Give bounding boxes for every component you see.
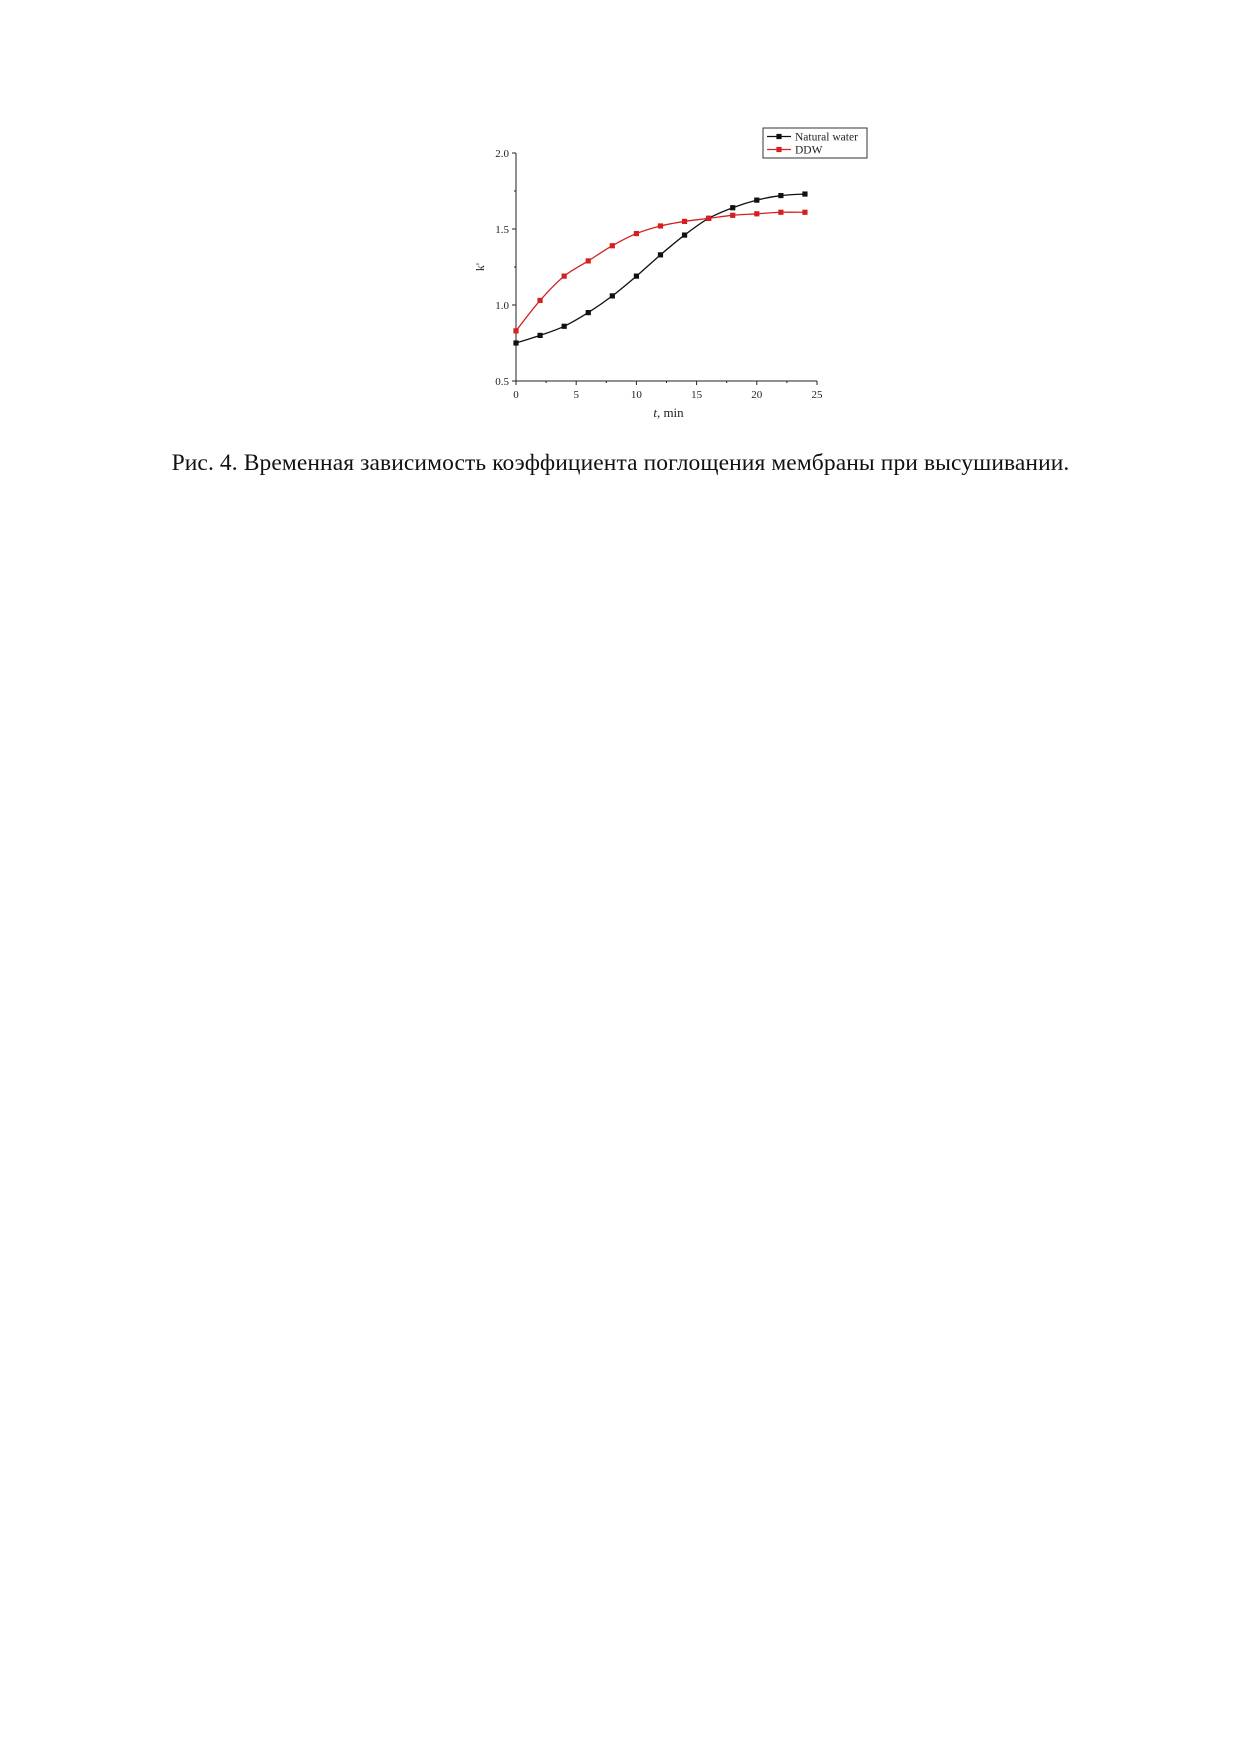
data-point-natural-water [778,193,783,198]
data-point-ddw [586,258,591,263]
figure-caption: Рис. 4. Временная зависимость коэффициента поглощения мембраны при высушивании. [171,450,1070,476]
x-tick-label: 0 [513,389,519,401]
data-point-natural-water [802,191,807,196]
data-point-natural-water [754,198,759,203]
data-point-natural-water [658,252,663,257]
legend-marker-natural-water [776,134,781,139]
x-tick-label: 15 [691,389,703,401]
series-line-natural-water [516,194,805,343]
x-axis-label-unit: , min [656,405,684,420]
data-point-ddw [706,216,711,221]
y-tick-label: 0.5 [495,376,509,388]
plot-series [513,191,807,345]
x-axis-label-symbol: t [653,405,657,420]
data-point-ddw [610,243,615,248]
data-point-ddw [682,219,687,224]
y-axis-label: k' [473,262,487,272]
legend-label-natural-water: Natural water [795,131,858,144]
data-point-ddw [513,328,518,333]
figure-chart [0,0,1241,450]
series-natural-water [513,191,807,345]
x-axis-label [653,405,684,420]
legend [763,128,867,158]
series-ddw [513,210,807,334]
x-tick-label: 10 [630,389,642,401]
legend-marker-ddw [776,147,781,152]
data-point-natural-water [634,274,639,279]
data-point-ddw [730,213,735,218]
data-point-ddw [778,210,783,215]
x-tick-label: 5 [573,389,579,401]
data-point-ddw [754,211,759,216]
data-point-natural-water [513,340,518,345]
data-point-natural-water [610,293,615,298]
data-point-natural-water [586,310,591,315]
data-point-natural-water [730,205,735,210]
y-tick-label: 1.0 [495,300,509,312]
legend-label-ddw: DDW [795,144,823,157]
data-point-natural-water [537,333,542,338]
x-tick-label: 20 [751,389,763,401]
data-point-ddw [802,210,807,215]
data-point-ddw [658,223,663,228]
data-point-natural-water [562,324,567,329]
data-point-ddw [634,231,639,236]
plot-axes [473,148,823,420]
data-point-ddw [562,274,567,279]
data-point-ddw [537,298,542,303]
y-tick-label: 2.0 [495,148,509,160]
y-tick-label: 1.5 [495,224,509,236]
series-line-ddw [516,212,805,331]
data-point-natural-water [682,232,687,237]
x-tick-label: 25 [811,389,823,401]
